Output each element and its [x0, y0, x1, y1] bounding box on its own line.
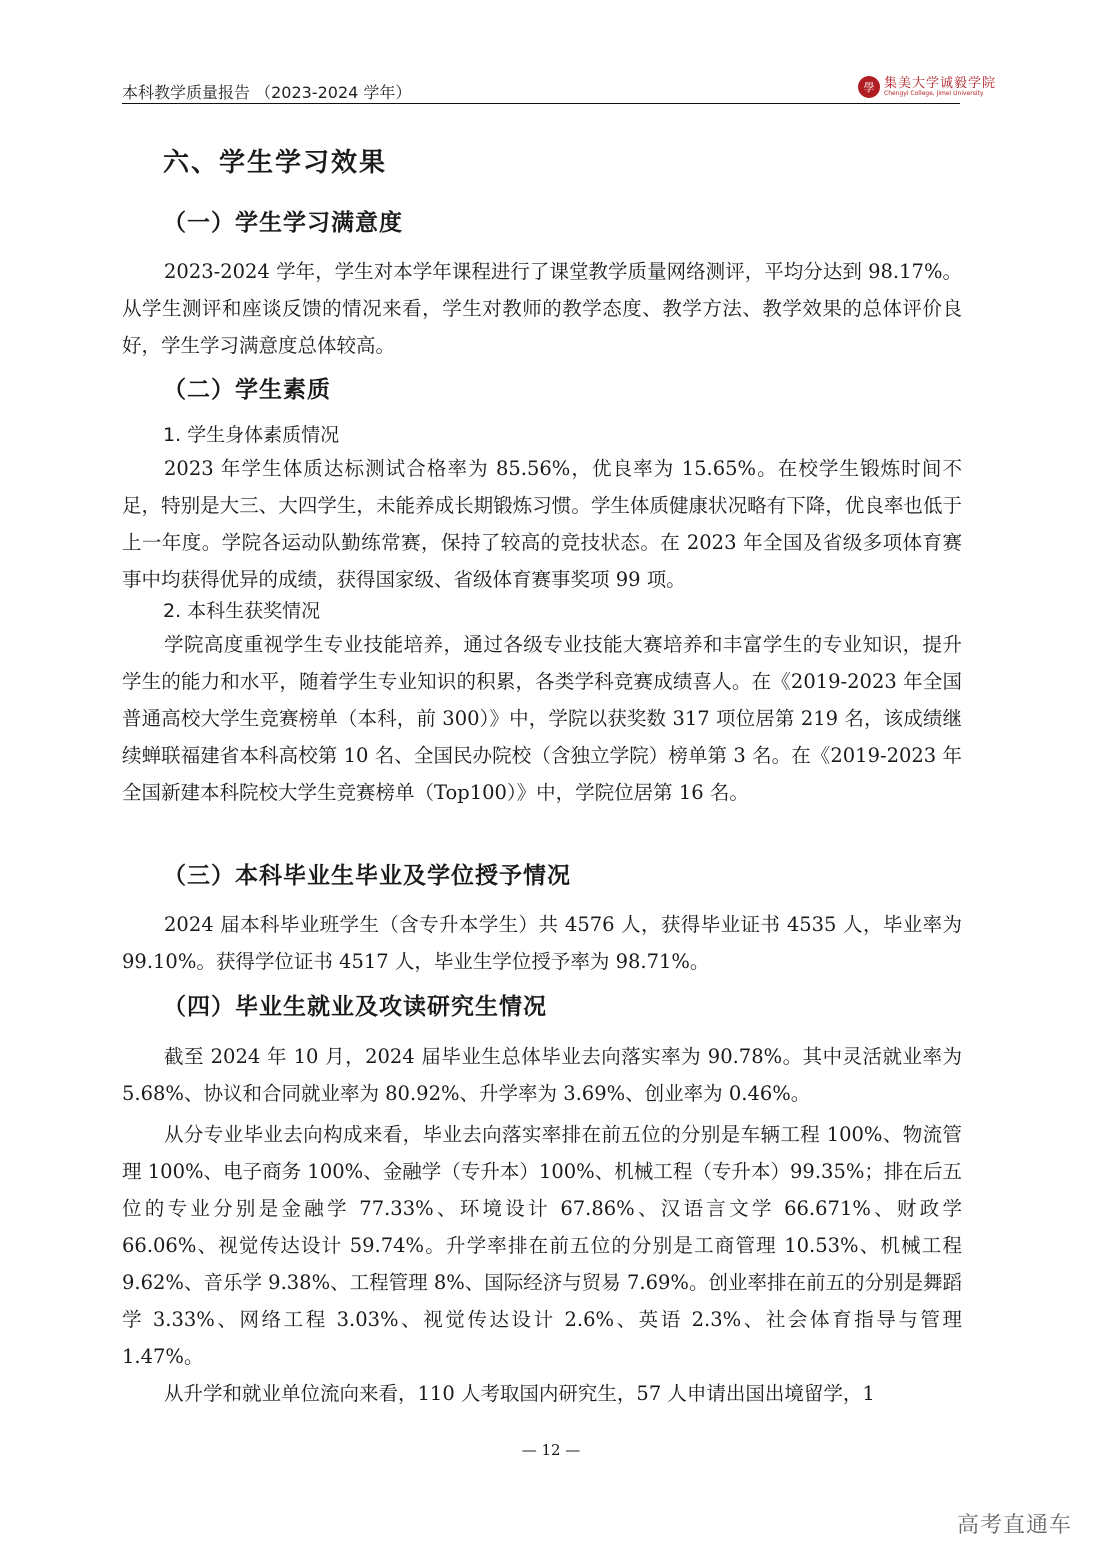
paragraph-physical: 2023 年学生体质达标测试合格率为 85.56%，优良率为 15.65%。在校学生锻炼时间不足，特别是大三、大四学生，未能养成长期锻炼习惯。学生体质健康状况略有下降，优良率也低于上一年度。学院各运动队勤练常赛，保持了较高的竞技状态。在 2023 年全国及省级多项体育赛事中均获得优异的成绩，获得国家级、省级体育赛事奖项 99 项。 [122, 457, 962, 591]
paragraph-employment-rate: 截至 2024 年 10 月，2024 届毕业生总体毕业去向落实率为 90.78%。其中灵活就业率为 5.68%、协议和合同就业率为 80.92%、升学率为 3.69%、创业率为 0.46%。 [122, 1045, 962, 1105]
subsection-title-employment: （四）毕业生就业及攻读研究生情况 [163, 994, 547, 1020]
subheading-awards: 2. 本科生获奖情况 [163, 600, 321, 622]
section-title: 六、学生学习效果 [163, 148, 388, 178]
college-seal-icon: 學 [858, 76, 880, 98]
header-title: 本科教学质量报告 （2023-2024 学年） [122, 83, 412, 102]
page-number: — 12 — [521, 1441, 581, 1459]
watermark-text: 高考直通车 [956, 1513, 1072, 1538]
paragraph-awards: 学院高度重视学生专业技能培养，通过各级专业技能大赛培养和丰富学生的专业知识，提升学生的能力和水平，随着学生专业知识的积累，各类学科竞赛成绩喜人。在《2019-2023 年全国普通高校大学生竞赛榜单（本科，前 300）》中，学院以获奖数 317 项位居第 219 名，该成绩继续蝉联福建省本科高校第 10 名、全国民办院校（含独立学院）榜单第 3 名。在《2019-2023 年全国新建本科院校大学生竞赛榜单（Top100）》中，学院位居第 16 名。 [122, 633, 962, 804]
paragraph-graduation: 2024 届本科毕业班学生（含专升本学生）共 4576 人，获得毕业证书 4535 人，毕业率为 99.10%。获得学位证书 4517 人，毕业生学位授予率为 98.71%。 [122, 913, 962, 973]
college-logo [858, 76, 996, 98]
logo-chinese-name: 集美大学诚毅学院 [884, 76, 997, 91]
paragraph-major-breakdown: 从分专业毕业去向构成来看，毕业去向落实率排在前五位的分别是车辆工程 100%、物流管理 100%、电子商务 100%、金融学（专升本）100%、机械工程（专升本）99.35%；排在后五位的专业分别是金融学 77.33%、环境设计 67.86%、汉语言文学 66.671%、财政学 66.06%、视觉传达设计 59.74%。升学率排在前五位的分别是工商管理 10.53%、机械工程 9.62%、音乐学 9.38%、工程管理 8%、国际经济与贸易 7.69%。创业率排在前五的分别是舞蹈学 3.33%、网络工程 3.03%、视觉传达设计 2.6%、英语 2.3%、社会体育指导与管理 1.47%。 [122, 1123, 962, 1368]
paragraph-destination: 从升学和就业单位流向来看，110 人考取国内研究生，57 人申请出国出境留学，1 [164, 1382, 875, 1405]
subsection-title-satisfaction: （一）学生学习满意度 [163, 210, 403, 236]
subsection-title-graduation: （三）本科毕业生毕业及学位授予情况 [163, 863, 571, 889]
logo-english-name: Chengyi College, Jimei University [884, 90, 984, 97]
subheading-physical: 1. 学生身体素质情况 [163, 424, 340, 446]
paragraph-satisfaction: 2023-2024 学年，学生对本学年课程进行了课堂教学质量网络测评，平均分达到 98.17%。从学生测评和座谈反馈的情况来看，学生对教师的教学态度、教学方法、教学效果的总体评价良好，学生学习满意度总体较高。 [122, 260, 962, 357]
subsection-title-quality: （二）学生素质 [163, 377, 331, 403]
header-divider [122, 103, 960, 104]
